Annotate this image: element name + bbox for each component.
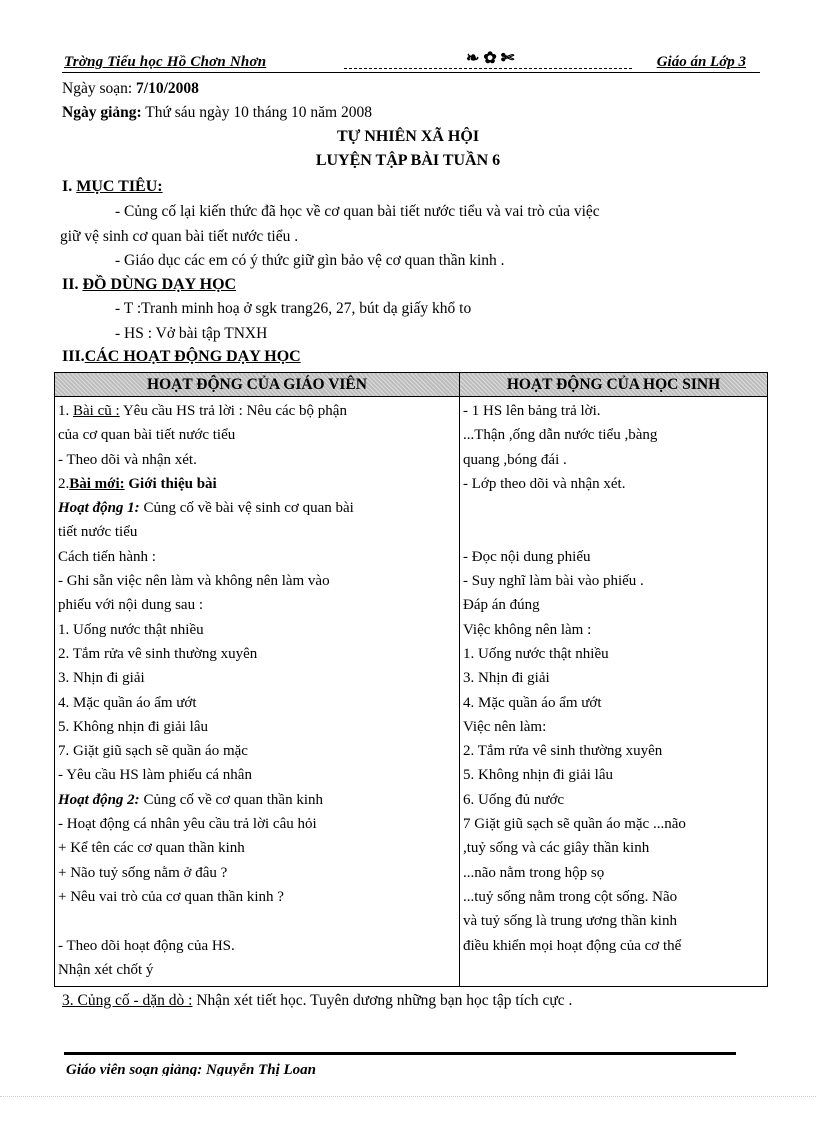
activities-heading-num: III. (62, 348, 85, 365)
activity-1-label: Hoạt động 1: (58, 500, 140, 517)
table-header-row (55, 373, 768, 397)
activity-2-label: Hoạt động 2: (58, 791, 140, 808)
activity-1-text: Củng cố về bài vệ sinh cơ quan bài (139, 500, 354, 517)
student-line: - 1 HS lên bảng trả lời. (463, 403, 601, 419)
activities-table (54, 372, 768, 987)
activity-2-text: Củng cố về cơ quan thần kinh (139, 791, 323, 808)
student-line: Đáp án đúng (463, 597, 540, 614)
student-line: 1. Uống nước thật nhiều (463, 645, 609, 662)
activities-heading-text: CÁC HOẠT ĐỘNG DẠY HỌC (84, 348, 301, 365)
activities-heading (62, 348, 301, 366)
student-line: - Suy nghĩ làm bài vào phiếu . (463, 573, 644, 590)
footer-rule (64, 1052, 736, 1055)
blank-line (463, 520, 764, 544)
question-item: + Não tuỷ sống nằm ở đâu ? (58, 864, 228, 881)
teacher-activities-cell (55, 397, 460, 987)
consolidation-label: 3. Củng cố - dặn dò : (62, 992, 193, 1009)
new-lesson-text: Giới thiệu bài (124, 475, 217, 492)
page-edge (0, 1096, 816, 1097)
student-line: ...tuỷ sống nằm trong cột sống. Não (463, 888, 678, 905)
student-line: 2. Tắm rửa vê sinh thường xuyên (463, 743, 663, 760)
list-item: 2. Tắm rửa vê sinh thường xuyên (58, 645, 258, 662)
header-school: Trờng Tiểu học Hồ Chơn Nhơn (64, 54, 267, 70)
student-line: Việc không nên làm : (463, 621, 592, 638)
teacher-old-lesson: 1. Bài cũ : Yêu cầu HS trả lời : Nêu các bộ phận (58, 403, 347, 419)
objective-1-line2: giữ vệ sinh cơ quan bài tiết nước tiểu . (60, 228, 299, 245)
student-line: 4. Mặc quần áo ẩm ướt (463, 694, 602, 711)
student-line: 7 Giặt giũ sạch sẽ quần áo mặc ...não (463, 816, 686, 833)
student-line: quang ,bóng đái . (463, 451, 567, 468)
lesson-title: LUYỆN TẬP BÀI TUẦN 6 (315, 152, 501, 169)
student-column-header: HOẠT ĐỘNG CỦA HỌC SINH (460, 373, 768, 397)
materials-student: - HS : Vở bài tập TNXH (115, 325, 268, 342)
materials-heading-num: II. (62, 276, 79, 293)
teacher-line: tiết nước tiểu (58, 524, 138, 541)
header-lesson-plan: Giáo án Lớp 3 (656, 54, 746, 70)
student-line: 6. Uống đủ nước (463, 791, 565, 808)
activity-1-title (58, 496, 456, 520)
student-line: điều khiển mọi hoạt động của cơ thể (463, 937, 682, 954)
list-item: 5. Không nhịn đi giải lâu (58, 718, 208, 735)
student-line: 5. Không nhịn đi giải lâu (463, 767, 613, 784)
teach-date: Thứ sáu ngày 10 tháng 10 năm 2008 (145, 104, 372, 121)
student-activities-cell (460, 397, 768, 987)
question-item: + Kể tên các cơ quan thần kinh (58, 840, 245, 857)
teacher-line: Nhận xét chốt ý (58, 961, 154, 978)
consolidation-line (62, 992, 572, 1010)
list-item: 7. Giặt giũ sạch sẽ quần áo mặc (58, 743, 248, 760)
student-line: ,tuỷ sống và các giây thần kinh (463, 840, 650, 857)
teach-date-line (62, 104, 372, 122)
student-line: - Lớp theo dõi và nhận xét. (463, 475, 626, 492)
student-line: Việc nên làm: (463, 718, 547, 735)
teacher-line: - Ghi sẵn việc nên làm và không nên làm vào (58, 573, 330, 590)
header-dashed-rule (344, 68, 632, 69)
teacher-line: - Theo dõi và nhận xét. (58, 451, 197, 468)
student-line: 3. Nhịn đi giải (463, 670, 550, 687)
teach-date-label: Ngày giảng: (62, 104, 142, 121)
objective-1-line1: - Củng cố lại kiến thức đã học về cơ quan bài tiết nước tiểu và vai trò của việc (115, 203, 600, 220)
teacher-line: phiếu với nội dung sau : (58, 597, 204, 614)
objectives-heading-num: I. (62, 178, 73, 195)
old-lesson-label: Bài cũ : (73, 403, 120, 419)
subject-title: TỰ NHIÊN XÃ HỘI (336, 128, 480, 145)
student-line: và tuỷ sống là trung ương thần kinh (463, 913, 677, 930)
prep-date-label: Ngày soạn: (62, 80, 133, 97)
blank-line (58, 909, 456, 933)
prep-date: 7/10/2008 (136, 80, 199, 97)
materials-teacher: - T :Tranh minh hoạ ở sgk trang26, 27, bút dạ giấy khổ to (115, 300, 472, 317)
teacher-line: - Hoạt động cá nhân yêu cầu trả lời câu hỏi (58, 816, 317, 833)
list-item: 4. Mặc quần áo ẩm ướt (58, 694, 197, 711)
materials-heading (62, 276, 236, 294)
objectives-heading (62, 178, 163, 196)
old-lesson-text: Yêu cầu HS trả lời : Nêu các bộ phận (119, 403, 347, 419)
objective-2: - Giáo dục các em có ý thức giữ gìn bảo vệ cơ quan thần kinh . (115, 252, 505, 269)
teacher-line: - Theo dõi hoạt động của HS. (58, 937, 235, 954)
student-line: ...Thận ,ống dẫn nước tiểu ,bàng (463, 427, 658, 444)
header-rule (62, 72, 760, 73)
page-header (62, 50, 760, 76)
blank-line (463, 496, 764, 520)
table-row (55, 397, 768, 987)
teacher-line: của cơ quan bài tiết nước tiểu (58, 427, 236, 444)
activity-2-title (58, 788, 456, 812)
list-item: 1. Uống nước thật nhiều (58, 621, 204, 638)
consolidation-text: Nhận xét tiết học. Tuyên dương những bạn học tập tích cực . (192, 992, 573, 1009)
new-lesson-label: Bài mới: (69, 475, 125, 492)
teacher-line: - Yêu cầu HS làm phiếu cá nhân (58, 767, 252, 784)
objectives-heading-text: MỤC TIÊU: (76, 178, 163, 195)
teacher-new-lesson: 2.Bài mới: Giới thiệu bài (58, 475, 217, 492)
list-item: 3. Nhịn đi giải (58, 670, 145, 687)
teacher-column-header: HOẠT ĐỘNG CỦA GIÁO VIÊN (55, 373, 460, 397)
prep-date-line (62, 80, 199, 98)
student-line: ...não nằm trong hộp sọ (463, 864, 605, 881)
materials-heading-text: ĐỒ DÙNG DẠY HỌC (82, 276, 237, 293)
method-label: Cách tiến hành : (58, 548, 156, 565)
question-item: + Nêu vai trò của cơ quan thần kinh ? (58, 888, 284, 905)
footer-teacher-signature: Giáo viên soạn giảng: Nguyễn Thị Loan (66, 1062, 317, 1076)
student-line: - Đọc nội dung phiếu (463, 548, 591, 565)
header-ornament-icon: ❧ ✿ ✄ (466, 50, 515, 67)
